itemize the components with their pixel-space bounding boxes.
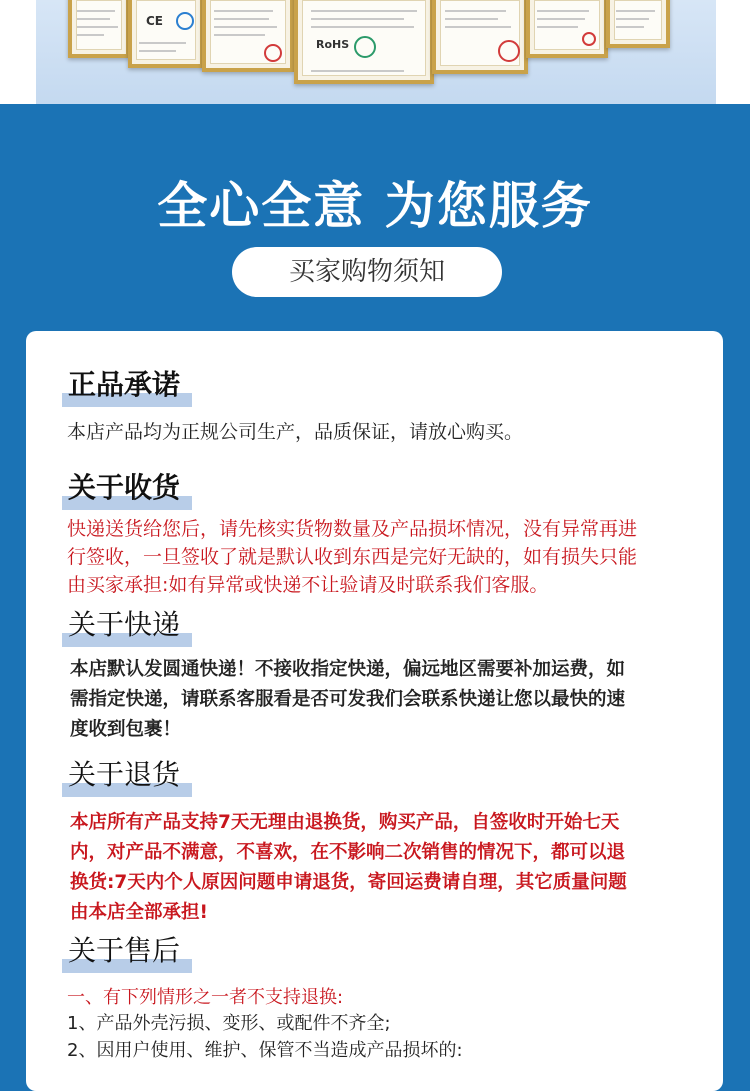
- aftersales-item: 2、因用户使用、维护、保管不当造成产品损坏的:: [67, 1040, 463, 1061]
- seal-icon: [354, 36, 376, 58]
- certificate-frame: [128, 0, 204, 68]
- receiving-line: 行签收，一旦签收了就是默认收到东西是完好无缺的，如有损失只能: [67, 546, 638, 568]
- returns-line: 内，对产品不满意，不喜欢，在不影响二次销售的情况下，都可以退: [70, 842, 626, 863]
- express-line: 需指定快递，请联系客服看是否可发我们会联系快递让您以最快的速: [70, 689, 626, 710]
- receiving-text: [67, 515, 717, 599]
- certificate-frame: [432, 0, 528, 74]
- certificate-frame: [606, 0, 670, 48]
- section-title-returns: 关于退货: [62, 753, 186, 793]
- section-title-genuine: 正品承诺: [62, 363, 186, 403]
- seal-icon: [498, 40, 520, 62]
- notice-pill: 买家购物须知: [232, 247, 502, 297]
- certificate-frame: [294, 0, 434, 84]
- genuine-text: 本店产品均为正规公司生产，品质保证，请放心购买。: [67, 421, 524, 443]
- rohs-mark: RoHS: [316, 38, 350, 51]
- section-title-aftersales: 关于售后: [62, 929, 186, 969]
- receiving-line: 由买家承担:如有异常或快递不让验请及时联系我们客服。: [67, 574, 549, 596]
- seal-icon: [264, 44, 282, 62]
- returns-text: [70, 808, 720, 928]
- certificate-banner: [0, 0, 750, 104]
- section-title-express: 关于快递: [62, 603, 186, 643]
- certificate-frame: [526, 0, 608, 58]
- express-line: 本店默认发圆通快递！不接收指定快递，偏远地区需要补加运费，如: [70, 659, 626, 680]
- ce-mark: CE: [146, 14, 164, 28]
- certificate-frame: [68, 0, 130, 58]
- page-headline: 全心全意 为您服务: [157, 177, 593, 235]
- aftersales-heading: 一、有下列情形之一者不支持退换:: [67, 987, 344, 1008]
- express-line: 度收到包裹！: [70, 719, 182, 740]
- aftersales-item: 1、产品外壳污损、变形、或配件不齐全;: [67, 1013, 391, 1034]
- express-text: [70, 655, 720, 745]
- section-title-receiving: 关于收货: [62, 466, 186, 506]
- returns-line: 换货:7天内个人原因问题申请退货，寄回运费请自理，其它质量问题: [70, 872, 627, 893]
- seal-icon: [582, 32, 596, 46]
- seal-icon: [176, 12, 194, 30]
- certificate-frame: [202, 0, 294, 72]
- receiving-line: 快递送货给您后，请先核实货物数量及产品损坏情况，没有异常再进: [67, 518, 638, 540]
- notice-card: [26, 331, 723, 1091]
- returns-line: 由本店全部承担!: [70, 902, 208, 923]
- returns-line: 本店所有产品支持7天无理由退换货，购买产品，自签收时开始七天: [70, 812, 620, 833]
